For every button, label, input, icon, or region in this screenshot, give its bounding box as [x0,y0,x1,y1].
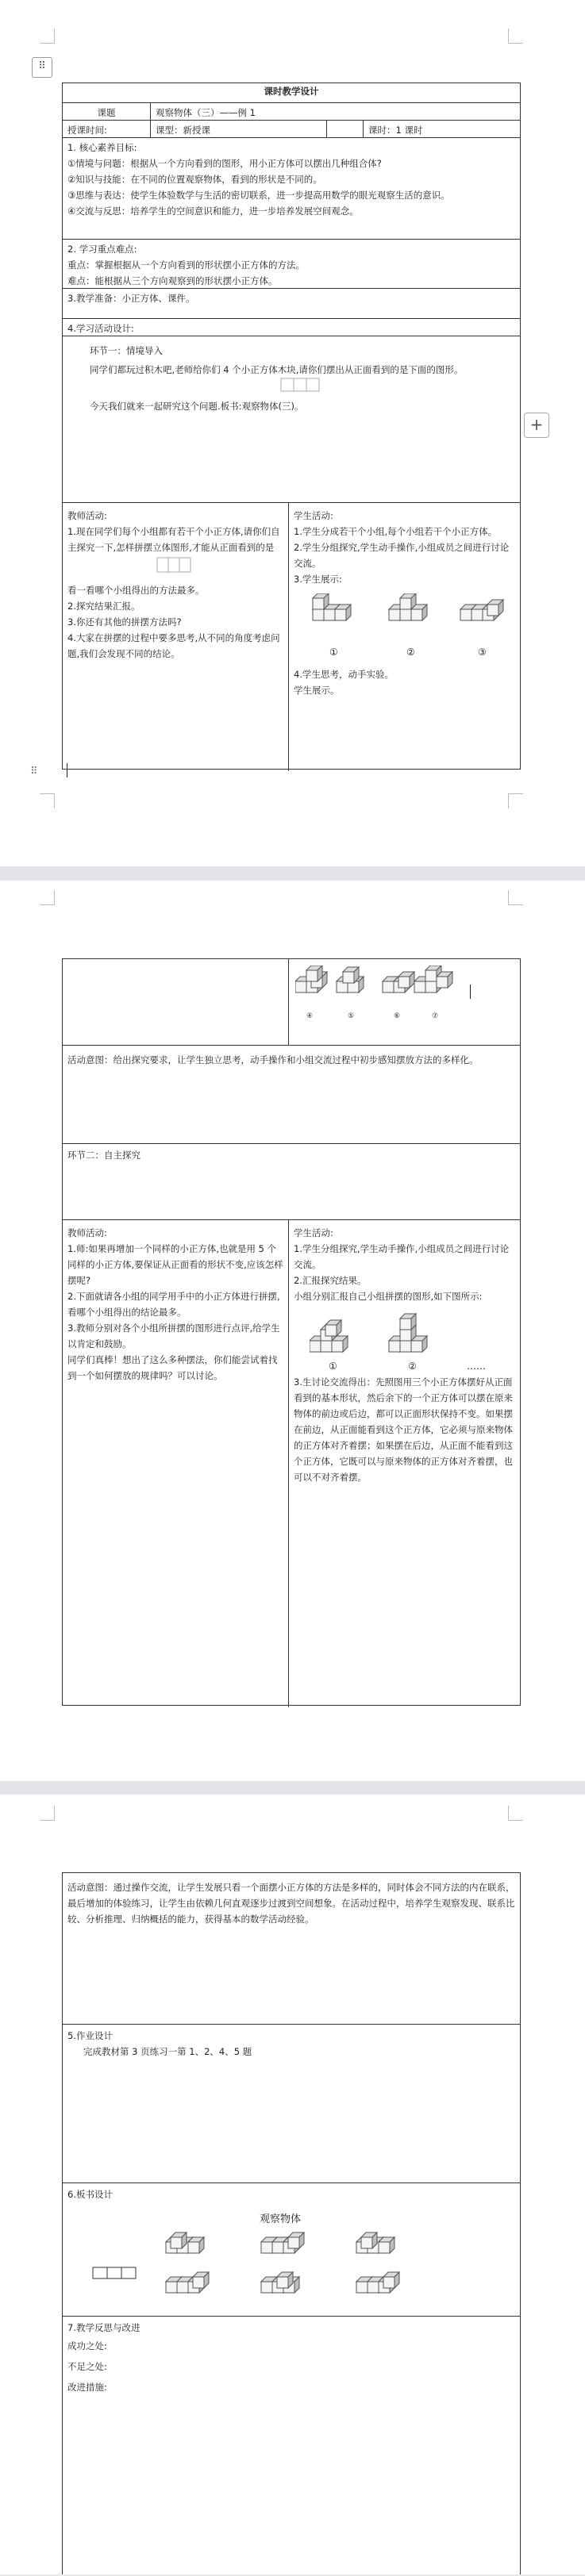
teacher-line: 看一看哪个小组得出的方法最多。 [67,585,205,596]
activity-row-2 [63,1219,520,1707]
teacher-title: 教师活动: [67,1227,107,1238]
student-line: 1.学生分组探究,学生动手操作,小组成员之间进行讨论交流。 [294,1243,510,1270]
figure-label: ② [408,1361,417,1372]
board-heading: 观察物体 [260,2213,302,2225]
board-title: 6.板书设计 [67,2189,113,2200]
homework-text: 完成教材第 3 页练习一第 1、2、4、5 题 [83,2046,252,2057]
intent2-text: 活动意图：通过操作交流，让学生发展只看一个面摆小正方体的方法是多样的，同时体会不同方法的内在联系，最后增加的体验练习，让学生由依赖几何直观逐步过渡到空间想象。在活动过程中，培养学生观察发现、联系比较、分析推理、归纳概括的能力，获得基本的数学活动经验。 [67,1882,515,1925]
page-1 [0,0,585,866]
teacher-title: 教师活动: [67,510,107,521]
figure-label: ⑤ [348,1012,355,1020]
board-row [63,2182,520,2317]
teacher-line: 1.现在同学们每个小组都有若干个小正方体,请你们自主探究一下,怎样拼摆立体图形,才能从正面看到的是 [67,526,280,553]
topic-row [63,102,520,121]
reflect-row [63,2316,520,2576]
intent1-row [63,1045,520,1144]
add-column-button[interactable]: + [524,413,549,438]
intent2-row [63,1873,520,2024]
crop-mark [40,1806,55,1821]
figure-label: ① [329,1361,337,1372]
figure-label: …… [467,1361,486,1372]
link2-row [63,1143,520,1220]
homework-row [63,2024,520,2183]
crop-mark [508,1806,523,1821]
reflect-title: 7.教学反思与改进 [67,2322,140,2333]
cube-arrangement-figure [295,966,510,1005]
teacher-line: 3.教师分别对各个小组所拼摆的图形进行点评,给学生以肯定和鼓励。 [67,1323,280,1349]
cube-arrangement-figure [302,593,516,641]
teacher-line: 4.大家在拼摆的过程中要多思考,从不同的角度考虑问题,我们会发现不同的结论。 [67,632,280,659]
goal-line: ④交流与反思：培养学生的空间意识和能力，进一步培养发展空间观念。 [67,205,359,217]
reflect-item: 改进措施: [67,2382,107,2393]
table-title-text: 课时教学设计 [264,86,319,97]
student-line: 小组分别汇报自己小组拼摆的图形,如下图所示: [294,1291,483,1302]
reflect-item: 成功之处: [67,2340,107,2351]
figure-label: ① [329,647,338,658]
crop-mark [40,890,55,905]
student-activity-2 [288,1220,520,1707]
student-line: 3.学生展示: [294,574,342,585]
goal-line: ③思维与表达：使学生体验数学与生活的密切联系，进一步提高用数学的眼光观察生活的意识。 [67,190,450,201]
reflect-cell [63,2317,520,2576]
teacher-activity-2 [63,1220,288,1707]
lesson-table-page1 [62,83,521,770]
goal-line: ①情境与问题：根据从一个方向看到的图形，用小正方体可以摆出几种组合体? [67,158,382,169]
crop-mark [40,793,55,808]
text-cursor [470,985,471,999]
prep-text: 3.教学准备：小正方体、课件。 [67,293,195,304]
figure-label: ③ [478,647,487,658]
link1-row [63,336,520,503]
goals-cell [63,138,520,240]
teacher-figure [67,555,283,582]
student-line: 4.学生思考，动手实验。 [294,669,394,680]
prep-row [63,288,520,311]
table-drag-handle[interactable]: ⠿ [32,57,52,78]
student-title: 学生活动: [294,1227,333,1238]
goal-line: ②知识与技能：在不同的位置观察物体，看到的形状是不同的。 [67,174,322,185]
activity-row-1 [63,502,520,771]
link2-title: 环节二：自主探究 [67,1150,140,1161]
goals-row [63,137,520,240]
student-title: 学生活动: [294,510,333,521]
link1-text1: 同学们都玩过积木吧,老师给你们 4 个小正方体木块,请你们摆出从正面看到的是下面的图形。 [90,364,464,375]
figure-label: ⑦ [432,1012,439,1020]
teacher-line: 同学们真棒！想出了这么多种摆法，你们能尝试着找到一个如何摆放的规律吗？可以讨论。 [67,1354,278,1381]
page-3 [0,1795,585,2574]
crop-mark [40,29,55,44]
table-title [63,83,520,102]
key-point-line: 难点：能根据从三个方向观察到的形状摆小正方体。 [67,275,278,286]
crop-mark [508,793,523,808]
figures-cell [288,959,520,1045]
homework-cell [63,2025,520,2183]
teacher-line: 2.下面就请各小组的同学用手中的小正方体进行拼摆,看哪个小组得出的结论最多。 [67,1291,280,1318]
figure-label: ⑥ [394,1012,401,1020]
front-view-icon [156,557,204,574]
lesson-table-page2 [62,958,521,1706]
board-cube-figures [87,2229,460,2309]
link1-figure [74,378,509,395]
crop-mark [508,29,523,44]
link1-text2: 今天我们就来一起研究这个问题.板书:观察物体(三)。 [90,401,304,412]
period-value: 课时：1 课时 [363,121,520,138]
link1-cell [63,336,520,503]
student-line: 学生展示。 [294,685,340,696]
blank-cell [326,121,363,138]
student-line: 2.学生分组探究,学生动手操作,小组成员之间进行讨论交流。 [294,542,510,569]
key-points-row [63,239,520,289]
student-line: 2.汇报探究结果。 [294,1275,367,1286]
topic-value: 观察物体（三）——例 1 [150,103,520,121]
teacher-line: 1.师:如果再增加一个同样的小正方体,也就是用 5 个同样的小正方体,要保证从正面看的形状不变,应该怎样摆呢? [67,1243,283,1286]
time-row [63,120,520,138]
board-cell [63,2183,520,2317]
figure-label: ② [406,647,415,658]
figure-label: ④ [306,1012,314,1020]
row-drag-handle[interactable]: ⠿ [30,766,38,777]
student-figures-2 [294,1304,515,1374]
design-title: 4.学习活动设计: [67,323,134,334]
page-2 [0,881,585,1781]
reflect-item: 不足之处: [67,2361,107,2372]
crop-mark [508,890,523,905]
teacher-line: 2.探究结果汇报。 [67,601,140,612]
student-line: 1.学生分成若干个小组,每个小组若干个小正方体。 [294,526,498,537]
student-conclusion: 3.生讨论交流得出：先照图用三个小正方体摆好从正面看到的基本形状，然后余下的一个正方体可以摆在原来物体的前边或后边，都可以正面形状保持不变。如果摆在前边，从正面能看到这个正方体，它必须与原来物体的正方体对齐着摆；如果摆在后边，从正面不能看到这个正方体，它既可以与原来物体的正方体对齐着摆，也可以不对齐着摆。 [294,1376,513,1483]
figures-row [63,959,520,1045]
goal-line: 1. 核心素养目标: [67,142,137,153]
lesson-table-page3 [62,1872,521,2574]
key-points-cell [63,240,520,289]
student-figures [294,587,515,666]
front-view-icon [280,378,344,392]
teacher-activity-1 [63,503,288,771]
intent1-text: 活动意图：给出探究要求，让学生独立思考，动手操作和小组交流过程中初步感知摆放方法的多样化。 [67,1054,479,1065]
teacher-line: 3.你还有其他的拼摆方法吗? [67,616,182,628]
homework-title: 5.作业设计 [67,2030,113,2041]
key-point-line: 重点：掌握根据从一个方向看到的形状摆小正方体的方法。 [67,259,305,271]
empty-cell [63,959,288,1045]
page-gap [0,866,585,881]
student-activity-1 [288,503,520,771]
link1-title: 环节一：情境导入 [90,345,163,356]
time-label: 授课时间: [67,125,107,136]
topic-label: 课题 [97,107,116,118]
page-gap [0,1781,585,1795]
type-value: 课型：新授课 [150,121,326,138]
cube-arrangement-figure [310,1309,468,1357]
key-point-line: 2. 学习重点难点: [67,244,137,255]
design-row [63,318,520,336]
